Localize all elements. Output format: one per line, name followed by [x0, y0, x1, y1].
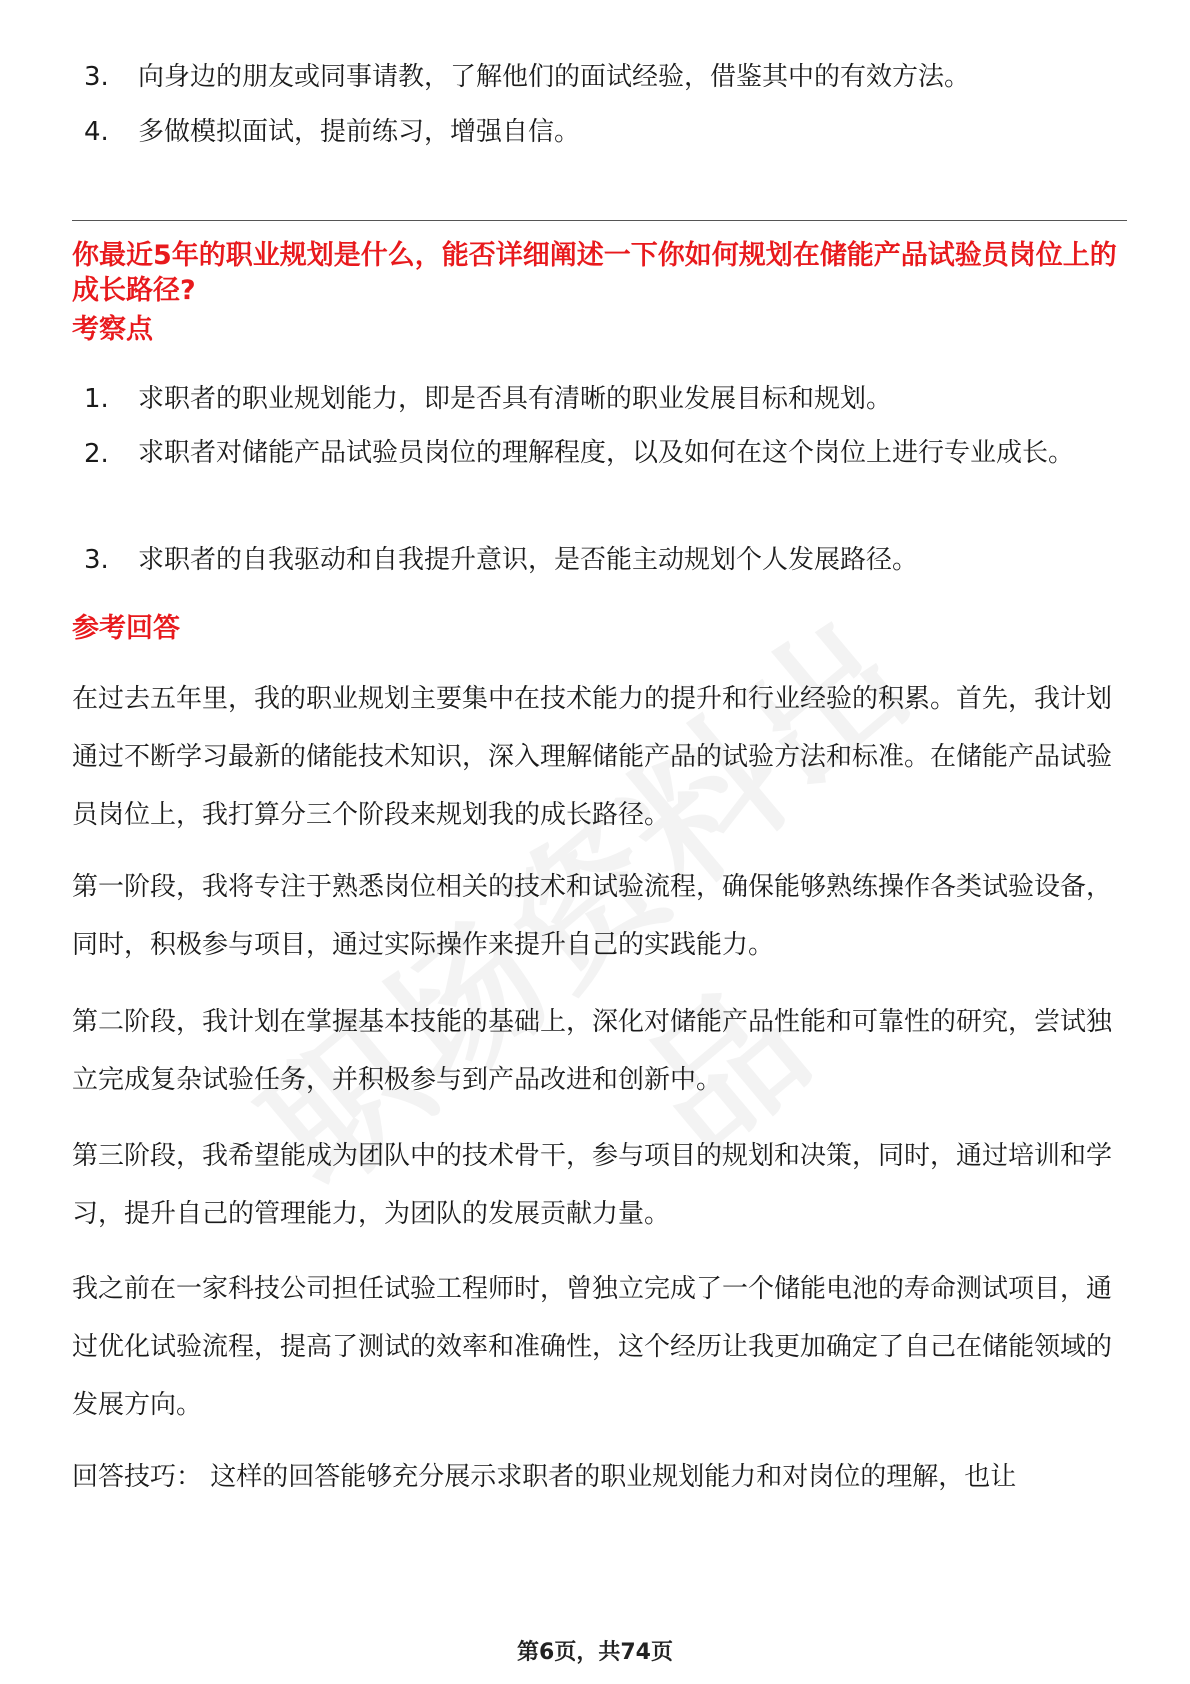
list-item	[84, 103, 1124, 161]
section-divider	[72, 220, 1127, 221]
answer-paragraph: 我之前在一家科技公司担任试验工程师时，曾独立完成了一个储能电池的寿命测试项目，通过优化试验流程，提高了测试的效率和准确性，这个经历让我更加确定了自己在储能领域的发展方向。	[72, 1274, 1113, 1420]
list-number: 4.	[84, 117, 109, 147]
list-text: 向身边的朋友或同事请教，了解他们的面试经验，借鉴其中的有效方法。	[138, 62, 971, 92]
document-page	[72, 0, 1128, 1684]
list-text: 求职者的职业规划能力，即是否具有清晰的职业发展目标和规划。	[138, 384, 893, 414]
list-item	[84, 425, 1124, 481]
page-number: 第6页，共74页	[517, 1640, 673, 1665]
focus-heading: 考察点	[72, 314, 153, 345]
list-text: 求职者对储能产品试验员岗位的理解程度，以及如何在这个岗位上进行专业成长。	[138, 438, 1075, 468]
list-text: 多做模拟面试，提前练习，增强自信。	[138, 117, 581, 147]
answer-paragraph: 第一阶段，我将专注于熟悉岗位相关的技术和试验流程，确保能够熟练操作各类试验设备，同时，积极参与项目，通过实际操作来提升自己的实践能力。	[72, 872, 1113, 960]
list-number: 2.	[84, 439, 109, 469]
list-item	[84, 370, 1124, 428]
answer-paragraph: 第二阶段，我计划在掌握基本技能的基础上，深化对储能产品性能和可靠性的研究，尝试独立完成复杂试验任务，并积极参与到产品改进和创新中。	[72, 1007, 1113, 1095]
answer-tip: 回答技巧： 这样的回答能够充分展示求职者的职业规划能力和对岗位的理解，也让	[72, 1462, 1017, 1492]
list-number: 3.	[84, 545, 109, 575]
answer-paragraph: 在过去五年里，我的职业规划主要集中在技术能力的提升和行业经验的积累。首先，我计划通过不断学习最新的储能技术知识，深入理解储能产品的试验方法和标准。在储能产品试验员岗位上，我打算分三个阶段来规划我的成长路径。	[72, 684, 1113, 830]
list-text: 求职者的自我驱动和自我提升意识，是否能主动规划个人发展路径。	[138, 545, 919, 575]
answer-heading: 参考回答	[72, 613, 180, 644]
question-heading: 你最近5年的职业规划是什么，能否详细阐述一下你如何规划在储能产品试验员岗位上的成长路径?	[72, 240, 1117, 306]
answer-paragraph: 第三阶段，我希望能成为团队中的技术骨干，参与项目的规划和决策，同时，通过培训和学习，提升自己的管理能力，为团队的发展贡献力量。	[72, 1141, 1113, 1229]
list-number: 1.	[84, 384, 109, 414]
list-item	[84, 48, 1124, 106]
list-number: 3.	[84, 62, 109, 92]
list-item	[84, 531, 1124, 589]
